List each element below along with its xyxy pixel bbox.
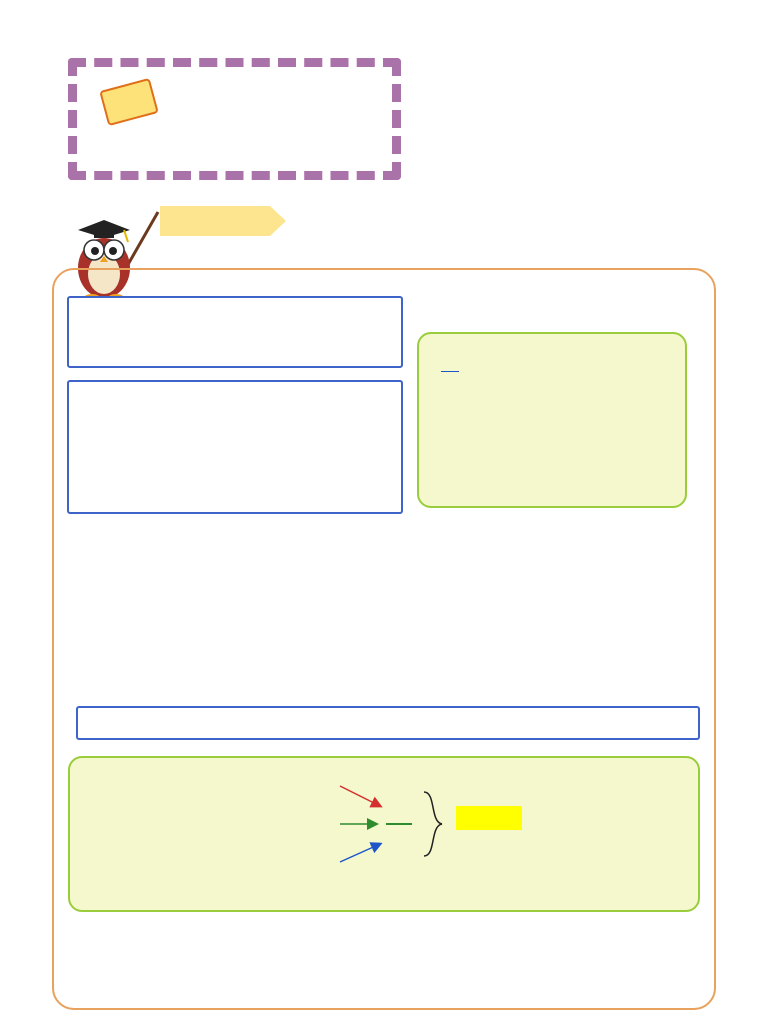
example-fraction <box>441 370 459 373</box>
glasses-illustration <box>62 522 698 670</box>
terms-arrows-icon <box>338 774 448 884</box>
example-sentence <box>435 364 465 378</box>
usage-box <box>67 380 403 514</box>
parts-box <box>76 706 700 740</box>
terms-box <box>68 756 700 912</box>
example-box <box>417 332 687 508</box>
definition-box <box>67 296 403 368</box>
terms-badge <box>456 806 522 830</box>
theory-label <box>160 206 270 236</box>
